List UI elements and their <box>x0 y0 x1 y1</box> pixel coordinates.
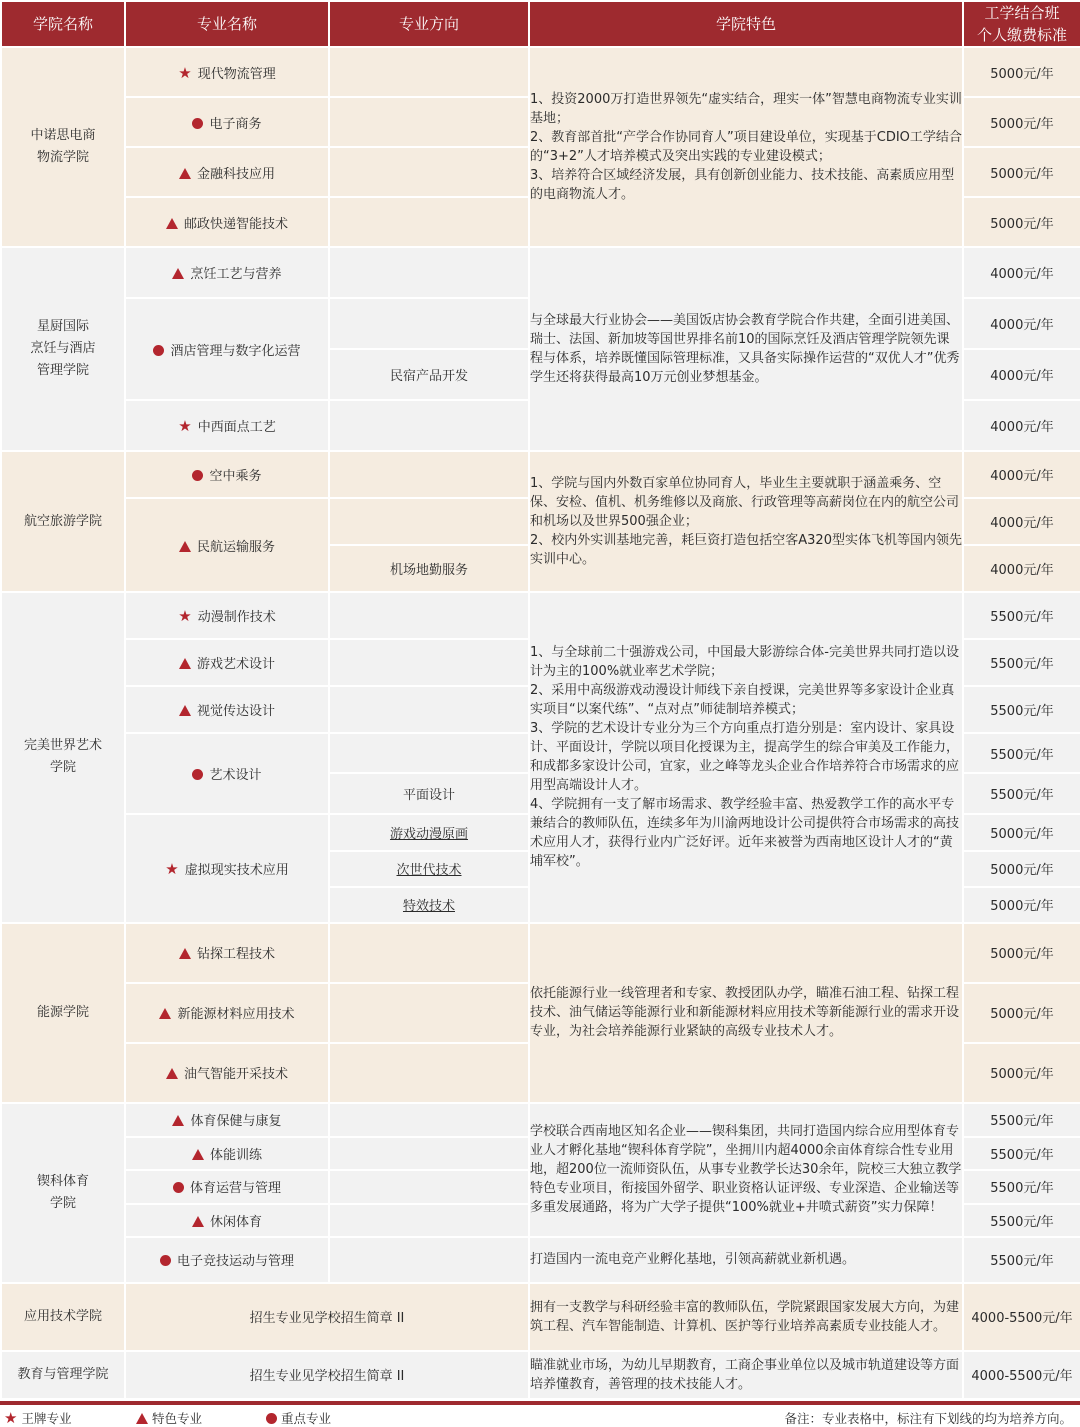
major-cell <box>125 451 329 498</box>
fee-cell: 5500元/年 <box>963 686 1080 733</box>
fee-cell: 4000元/年 <box>963 298 1080 349</box>
triangle-icon <box>192 1216 204 1227</box>
star-icon: ★ <box>178 63 192 82</box>
legend-triangle <box>136 1409 202 1427</box>
fee-cell: 4000元/年 <box>963 247 1080 298</box>
features-cell <box>529 247 963 451</box>
triangle-icon <box>166 1068 178 1079</box>
major-cell <box>125 1043 329 1103</box>
legend-note: 备注：专业表格中，标注有下划线的均为培养方向。 <box>784 1411 1072 1426</box>
triangle-icon <box>136 1413 148 1424</box>
major-cell <box>125 400 329 451</box>
fee-cell: 4000-5500元/年 <box>963 1351 1080 1399</box>
fee-cell: 5000元/年 <box>963 923 1080 983</box>
major-cell <box>125 1137 329 1170</box>
fee-cell: 5000元/年 <box>963 1043 1080 1103</box>
table-row <box>1 1351 1080 1399</box>
major-cell <box>125 686 329 733</box>
star-icon: ★ <box>178 417 192 436</box>
direction-cell <box>329 686 529 733</box>
major-name: 视觉传达设计 <box>196 704 275 720</box>
fee-cell: 5500元/年 <box>963 773 1080 813</box>
feature-text: 1、学院与国内外数百家单位协同育人，毕业生主要就职于涵盖乘务、空保、安检、值机、机务维修以及商旅、行政管理等高薪岗位在内的航空公司和机场以及世界500强企业； <box>530 476 960 530</box>
table-row <box>1 451 1080 498</box>
features-cell <box>529 923 963 1103</box>
direction-cell <box>329 47 529 97</box>
dot-icon <box>266 1413 277 1424</box>
header-fee-line1: 工学结合班 <box>984 4 1060 23</box>
direction-cell: 游戏动漫原画 <box>329 814 529 851</box>
major-name: 新能源材料应用技术 <box>177 1007 295 1023</box>
table-row <box>1 247 1080 298</box>
college-name <box>1 592 125 922</box>
features-cell <box>529 1283 963 1351</box>
major-name: 电子竞技运动与管理 <box>176 1254 294 1270</box>
direction-cell: 平面设计 <box>329 773 529 813</box>
feature-text: 瞄准就业市场，为幼儿早期教育，工商企事业单位以及城市轨道建设等方面培养懂教育，善管理的技术技能人才。 <box>530 1357 960 1392</box>
direction-cell <box>329 733 529 773</box>
legend <box>0 1409 1080 1427</box>
major-cell <box>125 733 329 813</box>
legend-dot <box>266 1409 331 1427</box>
major-name: 虚拟现实技术应用 <box>184 862 289 878</box>
features-cell <box>529 1351 963 1399</box>
major-name: 钻探工程技术 <box>196 947 275 963</box>
major-name: 邮政快递智能技术 <box>183 216 288 232</box>
major-cell <box>125 814 329 923</box>
fee-cell: 5000元/年 <box>963 983 1080 1043</box>
major-cell <box>125 498 329 592</box>
fee-cell: 5000元/年 <box>963 97 1080 147</box>
major-name: 游戏艺术设计 <box>196 657 275 673</box>
major-name: 体能训练 <box>209 1147 262 1163</box>
major-cell <box>125 1170 329 1204</box>
direction-cell <box>329 197 529 247</box>
header-features: 学院特色 <box>529 1 963 47</box>
college-name-line: 中诺思电商 <box>30 128 96 144</box>
feature-text: 1、与全球前二十强游戏公司，中国最大影游综合体-完美世界共同打造以设计为主的100%就业率艺术学院； <box>530 645 959 680</box>
fee-cell: 4000-5500元/年 <box>963 1283 1080 1351</box>
feature-text: 打造国内一流电竞产业孵化基地，引领高薪就业新机遇。 <box>530 1252 856 1268</box>
fee-cell: 5500元/年 <box>963 1204 1080 1237</box>
major-cell <box>125 147 329 197</box>
table-row <box>1 1283 1080 1351</box>
major-name: 烹饪工艺与营养 <box>190 267 282 283</box>
college-name-line: 学院 <box>49 1195 76 1211</box>
direction-cell <box>329 247 529 298</box>
triangle-icon <box>179 168 191 179</box>
direction-cell <box>329 97 529 147</box>
fee-cell: 5000元/年 <box>963 851 1080 887</box>
star-icon: ★ <box>165 859 179 878</box>
features-cell <box>529 47 963 247</box>
dot-icon <box>192 769 203 780</box>
fee-cell: 4000元/年 <box>963 400 1080 451</box>
triangle-icon <box>179 658 191 669</box>
fee-cell: 5000元/年 <box>963 47 1080 97</box>
features-cell <box>529 1103 963 1237</box>
college-name <box>1 47 125 247</box>
college-name <box>1 1283 125 1351</box>
major-name: 体育保健与康复 <box>190 1114 282 1130</box>
table-row <box>1 47 1080 97</box>
direction-cell <box>329 592 529 639</box>
fee-cell: 4000元/年 <box>963 349 1080 400</box>
triangle-icon <box>179 541 191 552</box>
fee-cell: 5000元/年 <box>963 814 1080 851</box>
table-row <box>1 923 1080 983</box>
major-name: 中西面点工艺 <box>197 420 276 436</box>
college-name <box>1 451 125 592</box>
major-name: 体育运营与管理 <box>189 1181 281 1197</box>
college-name-line: 航空旅游学院 <box>23 513 102 529</box>
major-name: 现代物流管理 <box>197 66 276 82</box>
feature-text: 依托能源行业一线管理者和专家、教授团队办学，瞄准石油工程、钻探工程技术、油气储运等能源行业和新能源材料应用技术等新能源行业的需求开设专业，为社会培养能源行业紧缺的高级专业技术人才。 <box>530 986 960 1040</box>
features-cell <box>529 1237 963 1283</box>
major-name: 动漫制作技术 <box>197 610 276 626</box>
dot-icon <box>153 345 164 356</box>
feature-text: 3、学院的艺术设计专业分为三个方向重点打造分别是：室内设计、家具设计、平面设计，学院以项目化授课为主，提高学生的综合审美及工作能力，和成都多家设计公司，宜家，业之峰等龙头企业合作培养符合市场需求的应用型高端设计人才。 <box>530 721 960 794</box>
triangle-icon <box>179 705 191 716</box>
majors-note: 招生专业见学校招生简章 II <box>125 1351 529 1399</box>
direction-cell <box>329 1170 529 1204</box>
college-name-line: 星厨国际 <box>36 319 89 335</box>
direction-cell <box>329 451 529 498</box>
triangle-icon <box>166 218 178 229</box>
college-name-line: 学院 <box>49 760 76 776</box>
major-cell <box>125 983 329 1043</box>
table-row <box>1 592 1080 639</box>
direction-cell: 机场地勤服务 <box>329 545 529 592</box>
direction-cell <box>329 1043 529 1103</box>
feature-text: 与全球最大行业协会——美国饭店协会教育学院合作共建，全面引进美国、瑞士、法国、新加坡等国世界排名前10的国际烹饪及酒店管理学院领先课程与体系，培养既懂国际管理标准，又具备实际操作运营的“双优人才”优秀学生还将获得最高10万元创业梦想基金。 <box>530 313 960 386</box>
direction-cell <box>329 923 529 983</box>
college-name-line: 能源学院 <box>36 1004 89 1020</box>
major-cell <box>125 97 329 147</box>
feature-text: 1、投资2000万打造世界领先“虚实结合，理实一体”智慧电商物流专业实训基地； <box>530 92 962 127</box>
header-college: 学院名称 <box>1 1 125 47</box>
major-name: 酒店管理与数字化运营 <box>170 343 301 359</box>
direction-cell <box>329 1103 529 1137</box>
college-name-line: 管理学院 <box>36 363 89 379</box>
feature-text: 2、采用中高级游戏动漫设计师线下亲自授课，完美世界等多家设计企业真实项目“以案代练”、“点对点”师徒制培养模式； <box>530 683 955 718</box>
header-direction: 专业方向 <box>329 1 529 47</box>
table-header <box>1 1 1080 47</box>
triangle-icon <box>172 268 184 279</box>
header-fee <box>963 1 1080 47</box>
features-cell <box>529 451 963 592</box>
college-name-line: 完美世界艺术 <box>23 738 102 754</box>
fee-cell: 4000元/年 <box>963 498 1080 545</box>
triangle-icon <box>159 1008 171 1019</box>
major-name: 金融科技应用 <box>196 166 275 182</box>
college-name-line: 物流学院 <box>36 150 89 166</box>
direction-cell <box>329 400 529 451</box>
dot-icon <box>160 1255 171 1266</box>
feature-text: 2、校内外实训基地完善，耗巨资打造包括空客A320型实体飞机等国内领先实训中心。 <box>530 533 962 568</box>
major-name: 油气智能开采技术 <box>183 1067 288 1083</box>
major-name: 空中乘务 <box>209 469 262 485</box>
college-name <box>1 923 125 1103</box>
triangle-icon <box>179 948 191 959</box>
star-icon: ★ <box>178 607 192 626</box>
dot-icon <box>192 470 203 481</box>
legend-dot-label: 重点专业 <box>281 1411 332 1426</box>
fee-cell: 4000元/年 <box>963 451 1080 498</box>
table-row <box>1 1237 1080 1283</box>
direction-cell <box>329 1137 529 1170</box>
college-name <box>1 1351 125 1399</box>
direction-cell <box>329 298 529 349</box>
direction-cell <box>329 639 529 686</box>
major-cell <box>125 298 329 400</box>
college-name-line: 烹饪与酒店 <box>30 341 96 357</box>
feature-text: 4、学院拥有一支了解市场需求、教学经验丰富、热爱教学工作的高水平专兼结合的教师队伍，连续多年为川渝两地设计公司提供符合市场需求的高技术应用人才，获得行业内广泛好评。近年来被誉为西南地区设计人才的“黄埔军校”。 <box>530 797 960 870</box>
fee-cell: 5500元/年 <box>963 1237 1080 1283</box>
direction-cell <box>329 147 529 197</box>
fee-cell: 5500元/年 <box>963 592 1080 639</box>
fee-cell: 5500元/年 <box>963 733 1080 773</box>
feature-text: 拥有一支教学与科研经验丰富的教师队伍，学院紧跟国家发展大方向，为建筑工程、汽车智能制造、计算机、医护等行业培养高素质专业技能人才。 <box>530 1299 960 1334</box>
major-cell <box>125 1237 329 1283</box>
table-row <box>1 1103 1080 1137</box>
college-name-line: 应用技术学院 <box>23 1308 102 1324</box>
direction-cell: 民宿产品开发 <box>329 349 529 400</box>
dot-icon <box>192 118 203 129</box>
direction-cell <box>329 498 529 545</box>
star-icon: ★ <box>4 1409 18 1427</box>
feature-text: 学校联合西南地区知名企业——锲科集团，共同打造国内综合应用型体育专业人才孵化基地“锲科体育学院”，坐拥川内超4000余亩体育综合性专业用地，超200位一流师资队伍，从事专业教学长达30余年，院校三大独立教学特色专业项目，衔接国外留学、职业资格认证评级、专业深造、企业输送等多重发展通路，将为广大学子提供“100%就业+井喷式薪资”实力保障！ <box>530 1124 962 1216</box>
college-name <box>1 247 125 451</box>
direction-cell <box>329 1237 529 1283</box>
major-cell <box>125 1204 329 1237</box>
fee-cell: 5000元/年 <box>963 147 1080 197</box>
fee-cell: 4000元/年 <box>963 545 1080 592</box>
college-name <box>1 1103 125 1283</box>
legend-triangle-label: 特色专业 <box>152 1411 203 1426</box>
major-cell <box>125 923 329 983</box>
feature-text: 3、培养符合区域经济发展，具有创新创业能力、技术技能、高素质应用型的电商物流人才。 <box>530 168 955 203</box>
major-name: 艺术设计 <box>209 767 262 783</box>
fee-cell: 5500元/年 <box>963 1137 1080 1170</box>
legend-star-label: 王牌专业 <box>21 1411 72 1426</box>
direction-cell <box>329 1204 529 1237</box>
fee-cell: 5500元/年 <box>963 639 1080 686</box>
major-cell <box>125 197 329 247</box>
college-name-line: 教育与管理学院 <box>17 1366 109 1382</box>
header-fee-line2: 个人缴费标准 <box>976 26 1067 45</box>
feature-text: 2、教育部首批“产学合作协同育人”项目建设单位，实现基于CDIO工学结合的“3+2”人才培养模式及突出实践的专业建设模式； <box>530 130 962 165</box>
major-cell <box>125 47 329 97</box>
triangle-icon <box>172 1115 184 1126</box>
fee-cell: 5000元/年 <box>963 197 1080 247</box>
major-cell <box>125 592 329 639</box>
direction-cell: 次世代技术 <box>329 851 529 887</box>
major-name: 民航运输服务 <box>196 539 275 555</box>
legend-star <box>4 1409 71 1427</box>
triangle-icon <box>192 1149 204 1160</box>
major-name: 电子商务 <box>209 116 262 132</box>
major-cell <box>125 247 329 298</box>
fee-cell: 5500元/年 <box>963 1103 1080 1137</box>
dot-icon <box>173 1182 184 1193</box>
footer-divider <box>0 1401 1080 1405</box>
direction-cell: 特效技术 <box>329 887 529 923</box>
majors-note: 招生专业见学校招生简章 II <box>125 1283 529 1351</box>
major-cell <box>125 639 329 686</box>
features-cell <box>529 592 963 922</box>
major-name: 休闲体育 <box>209 1214 262 1230</box>
major-cell <box>125 1103 329 1137</box>
direction-cell <box>329 983 529 1043</box>
fee-cell: 5000元/年 <box>963 887 1080 923</box>
college-name-line: 锲科体育 <box>36 1173 89 1189</box>
fee-cell: 5500元/年 <box>963 1170 1080 1204</box>
header-major: 专业名称 <box>125 1 329 47</box>
